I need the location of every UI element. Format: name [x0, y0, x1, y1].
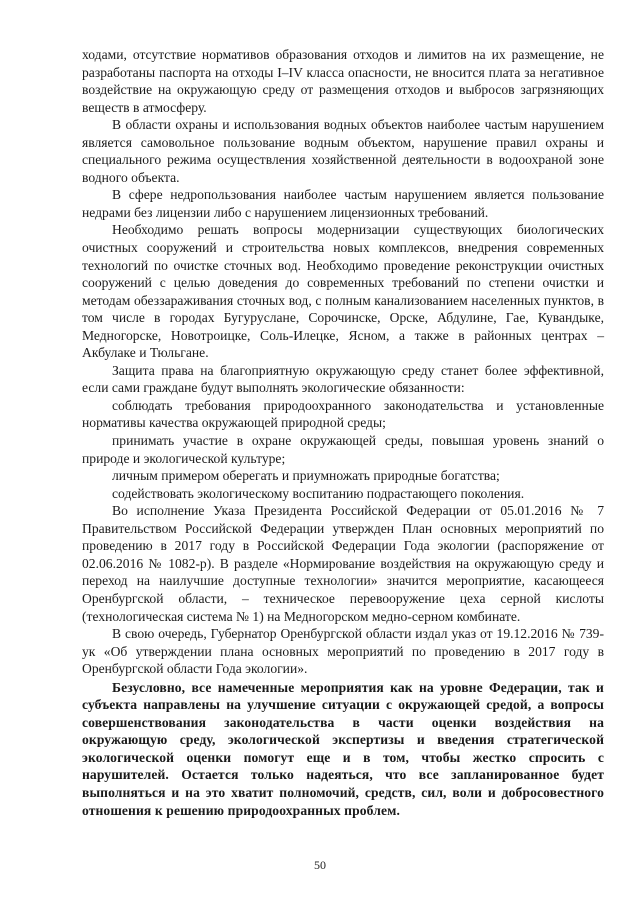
- duty-item-comply: соблюдать требования природоохранного законодательства и установленные нормативы качества окружающей природной среды;: [82, 397, 604, 431]
- duty-item-participate: принимать участие в охране окружающей среды, повышая уровень знаний о природе и экологической культуре;: [82, 433, 604, 466]
- paragraph-treatment-facilities: Необходимо решать вопросы модернизации существующих биологических очистных сооружений и строительства новых комплексов, внедрения современных технологий по очистке сточных вод. Необходимо проведение реконструкции очистных сооружений с целью доведения до современных требований по степени очистки и методам обеззараживания сточных вод, с полным канализованием населенных пунктов, в том числе в городах Бугуруслане, Сорочинске, Орске, Абдулине, Гае, Кувандыке, Медногорске, Новотроицке, Соль-Илецке, Ясном, а также в районных центрах – Акбулаке и Тюльгане.: [82, 222, 604, 361]
- paragraph-citizen-duties: Защита права на благоприятную окружающую среду станет более эффективной, если сами граждане будут выполнять экологические обязанности:: [82, 362, 604, 396]
- duty-item-educate: содействовать экологическому воспитанию подрастающего поколения.: [112, 485, 525, 501]
- paragraph-waste-violations: ходами, отсутствие нормативов образования отходов и лимитов на их размещение, не разработаны паспорта на отходы I–IV класса опасности, не вносится плата за негативное воздействие на окружающую среду от размещения отходов и выбросов загрязняющих веществ в атмосферу.: [82, 47, 604, 115]
- paragraph-presidential-decree: Во исполнение Указа Президента Российской Федерации от 05.01.2016 № 7 Правительством Российской Федерации утвержден План основных мероприятий по проведению в 2017 году в Российской Федерации Года экологии (распоряжение от 02.06.2016 № 1082-р). В разделе «Нормирование воздействия на окружающую среду и переход на наилучшие доступные технологии» значится мероприятие, касающееся Оренбургской области, – техническое перевооружение цеха серной кислоты (технологическая система № 1) на Медногорском медно-серном комбинате.: [82, 503, 604, 624]
- paragraph-governor-decree: В свою очередь, Губернатор Оренбургской области издал указ от 19.12.2016 № 739-ук «Об утверждении плана основных мероприятий по проведению в 2017 году в Оренбургской области Года экологии».: [82, 626, 604, 677]
- page-number: 50: [314, 858, 326, 872]
- document-body: [82, 46, 604, 819]
- paragraph-water-objects: В области охраны и использования водных объектов наиболее частым нарушением является самовольное пользование водным объектом, нарушение правил охраны и специального режима осуществления хозяйственной деятельности в водоохраной зоне водного объекта.: [82, 117, 604, 185]
- duty-item-preserve: личным примером оберегать и приумножать природные богатства;: [112, 468, 500, 484]
- paragraph-subsoil-use: В сфере недропользования наиболее частым нарушением является пользование недрами без лицензии либо с нарушением лицензионных требований.: [82, 187, 604, 220]
- paragraph-conclusion: Безусловно, все намеченные мероприятия как на уровне Федерации, так и субъекта направлены на улучшение ситуации с окружающей средой, а вопросы совершенствования законодательства в части оценки воздействия на окружающую среду, экологической экспертизы и введения стратегической экологической оценки помогут еще и в том, чтобы жестко спросить с нарушителей. Остается только надеяться, что все запланированное будет выполняться и на это хватит полномочий, средств, сил, воли и добросовестного отношения к решению природоохранных проблем.: [82, 679, 604, 818]
